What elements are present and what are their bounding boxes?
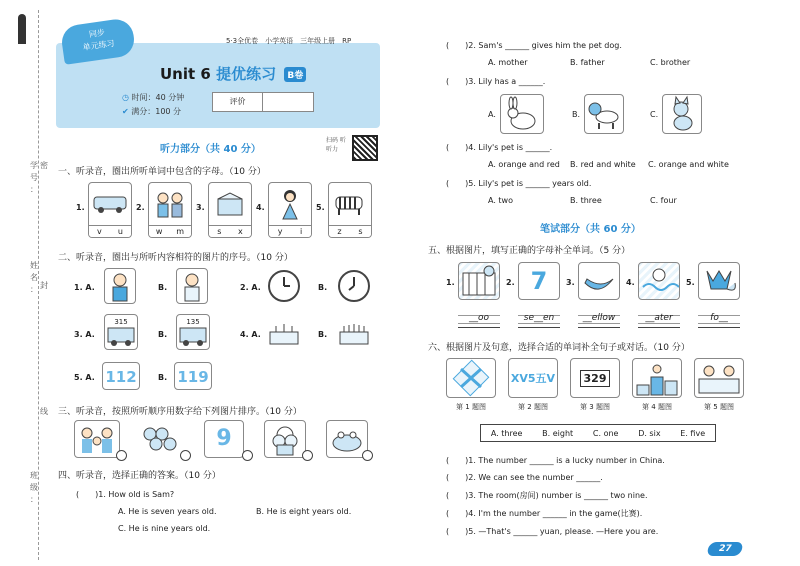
q5-number: 5. xyxy=(686,278,695,287)
page-number: 27 xyxy=(706,542,744,556)
van-icon xyxy=(92,193,128,215)
seven-picture: 7 xyxy=(518,262,560,300)
q6-caption: 第 5 题图 xyxy=(704,403,734,411)
q2-option-label: B. xyxy=(158,330,168,339)
q1-item-number: 1. xyxy=(76,203,85,212)
dog-picture[interactable] xyxy=(584,94,624,134)
answer-circle[interactable] xyxy=(302,450,313,461)
q6-sentence-3: ( )3. The room(房间) number is ______ two nine. xyxy=(446,491,648,500)
q2-picture-boy[interactable] xyxy=(104,268,136,304)
q5-number: 4. xyxy=(626,278,635,287)
q4-question-3: ( )3. Lily has a ______. xyxy=(446,77,546,86)
q5-number: 3. xyxy=(566,278,575,287)
q4-option[interactable]: A. orange and red xyxy=(488,160,560,169)
word-option[interactable]: E. five xyxy=(680,428,706,438)
q2-picture-boy[interactable] xyxy=(176,268,208,304)
letter-option[interactable]: s xyxy=(217,227,222,236)
version-badge: B卷 xyxy=(284,67,306,82)
grapes-icon xyxy=(136,420,182,458)
clock-icon[interactable] xyxy=(338,270,370,302)
q5-number: 1. xyxy=(446,278,455,287)
q6-caption: 第 2 题图 xyxy=(518,403,548,411)
q2-option-label: 4. A. xyxy=(240,330,261,339)
letter-option[interactable]: s xyxy=(358,227,363,236)
letter-option[interactable]: m xyxy=(176,227,185,236)
word-option[interactable]: C. one xyxy=(592,428,619,438)
letter-option[interactable]: i xyxy=(300,227,303,236)
q2-option-label: 2. A. xyxy=(240,283,261,292)
q4-option[interactable]: A. xyxy=(488,110,496,119)
score-info xyxy=(122,106,181,117)
banana-picture xyxy=(578,262,620,300)
title-accent: 提优练习 xyxy=(216,65,277,83)
banana-icon xyxy=(579,263,619,299)
q2-option-label: B. xyxy=(158,283,168,292)
eval-label: 评价 xyxy=(213,93,263,111)
box-icon xyxy=(212,191,248,217)
cake-icon xyxy=(336,316,372,350)
q1-item-number: 3. xyxy=(196,203,205,212)
q4-option[interactable]: B. red and white xyxy=(570,160,636,169)
shop-icon xyxy=(695,359,743,397)
q1-heading: 一、听录音，圈出所听单词中包含的字母。（10 分） xyxy=(58,167,266,177)
score-text: 满分：100 分 xyxy=(131,107,182,116)
binding-dashed-line xyxy=(38,10,39,560)
room-number: 329 xyxy=(580,370,611,387)
rocket-icon xyxy=(18,14,26,44)
water-icon xyxy=(639,263,679,299)
bus-number: 135 xyxy=(186,318,200,326)
q4-option[interactable]: A. two xyxy=(488,196,513,205)
cat-icon xyxy=(663,95,701,133)
margin-label: 班 xyxy=(30,471,38,480)
clock-icon: ◷ xyxy=(122,93,132,102)
q6-sentence-1: ( )1. The number ______ is a lucky number in China. xyxy=(446,456,665,465)
margin-label: ： xyxy=(30,495,38,504)
q1-picture xyxy=(328,182,372,238)
q1-letters xyxy=(89,225,131,237)
q2-option-label: B. xyxy=(158,373,168,382)
q1-letters xyxy=(149,225,191,237)
bus-icon xyxy=(105,326,137,348)
bus-icon xyxy=(177,326,209,348)
word-blank[interactable]: __oo xyxy=(458,312,500,328)
family-picture xyxy=(74,420,120,458)
q4-question-5: ( )5. Lily's pet is ______ years old. xyxy=(446,179,592,188)
letter-option[interactable]: v xyxy=(97,227,102,236)
zoo-picture xyxy=(458,262,500,300)
q6-picture-4 xyxy=(632,358,682,398)
q1-item-number: 2. xyxy=(136,203,145,212)
margin-label: 名 xyxy=(30,273,38,282)
q5-heading: 五、根据图片，填写正确的字母补全单词。（5 分） xyxy=(428,246,631,256)
margin-label: 学 xyxy=(30,161,38,170)
q1-picture xyxy=(268,182,312,238)
q2-option-label: B. xyxy=(318,283,328,292)
margin-label: 级 xyxy=(30,483,38,492)
page-title xyxy=(160,63,306,84)
q2-heading: 二、听录音，圈出与所听内容相符的图片的序号。（10 分） xyxy=(58,253,293,263)
check-icon: ✔ xyxy=(122,107,132,116)
q4-option[interactable]: C. four xyxy=(650,196,677,205)
q4-question-4: ( )4. Lily's pet is ______. xyxy=(446,143,553,152)
bus-picture[interactable] xyxy=(176,314,210,350)
q1-letters xyxy=(329,225,371,237)
girl-icon xyxy=(275,187,305,221)
answer-circle[interactable] xyxy=(116,450,127,461)
q6-caption: 第 4 题图 xyxy=(642,403,672,411)
q4-option[interactable]: C. He is nine years old. xyxy=(118,524,211,533)
q4-option[interactable]: B. three xyxy=(570,196,602,205)
q4-heading: 四、听录音，选择正确的答案。（10 分） xyxy=(58,471,221,481)
q6-sentence-5: ( )5. —That's ______ yuan, please. —Here you are. xyxy=(446,527,659,536)
q1-letters xyxy=(269,225,311,237)
number-card[interactable]: 112 xyxy=(102,362,140,390)
q6-sentence-4: ( )4. I'm the number ______ in the game(比赛). xyxy=(446,509,643,518)
margin-label: ： xyxy=(30,185,38,194)
q2-option-label: 3. A. xyxy=(74,330,95,339)
cake-picture[interactable] xyxy=(266,316,302,350)
dog-icon xyxy=(585,95,623,133)
answer-circle[interactable] xyxy=(362,450,373,461)
q1-item-number: 4. xyxy=(256,203,265,212)
q4-option[interactable]: B. xyxy=(572,110,581,119)
fruit-picture xyxy=(136,420,182,458)
letter-option[interactable]: w xyxy=(155,227,163,236)
q1-letters xyxy=(209,225,251,237)
q1-picture xyxy=(148,182,192,238)
number-card[interactable]: 119 xyxy=(174,362,212,390)
margin-label: 姓 xyxy=(30,261,38,270)
podium-icon xyxy=(633,359,681,397)
q4-option[interactable]: A. mother xyxy=(488,58,528,67)
flower-picture xyxy=(264,420,306,458)
knot-icon xyxy=(447,359,495,397)
fox-picture xyxy=(698,262,740,300)
letter-option[interactable]: x xyxy=(237,227,243,236)
q4-option[interactable]: B. He is eight years old. xyxy=(256,507,352,516)
margin-secret-label: 密 xyxy=(40,161,48,170)
q6-sentence-2: ( )2. We can see the number ______. xyxy=(446,473,603,482)
q1-item-number: 5. xyxy=(316,203,325,212)
q6-caption: 第 3 题图 xyxy=(580,403,610,411)
q4-option[interactable]: C. brother xyxy=(650,58,691,67)
q6-picture-2: ⅩⅤ5五Ⅴ xyxy=(508,358,558,398)
badge-line1: 同步 xyxy=(88,28,106,40)
answer-circle[interactable] xyxy=(180,450,191,461)
water-picture xyxy=(638,262,680,300)
zebra-icon xyxy=(332,191,368,217)
word-option[interactable]: A. three xyxy=(490,428,523,438)
word-blank[interactable]: __ellow xyxy=(578,312,620,328)
margin-line-label: 线 xyxy=(40,407,48,416)
q6-picture-5 xyxy=(694,358,744,398)
cat-picture[interactable] xyxy=(662,94,702,134)
q4-option[interactable]: B. father xyxy=(570,58,605,67)
q2-option-label: 1. A. xyxy=(74,283,95,292)
zoo-icon xyxy=(459,263,499,299)
eval-box xyxy=(212,92,314,112)
time-info xyxy=(122,92,184,103)
cake-icon xyxy=(327,421,367,457)
cake-icon xyxy=(266,316,302,350)
q2-option-label: 5. A. xyxy=(74,373,95,382)
word-options-box xyxy=(480,424,716,442)
q2-option-label: B. xyxy=(318,330,328,339)
qr-label: 扫码 听听力 xyxy=(326,137,346,153)
time-text: 时间：40 分钟 xyxy=(131,93,185,102)
fox-icon xyxy=(699,263,739,299)
word-option[interactable]: D. six xyxy=(638,428,661,438)
rabbit-icon xyxy=(501,95,543,133)
writing-title: 笔试部分（共 60 分） xyxy=(540,224,641,235)
eval-blank[interactable] xyxy=(263,93,313,111)
q1-picture xyxy=(208,182,252,238)
badge-line2: 单元练习 xyxy=(82,38,116,53)
bus-picture[interactable] xyxy=(104,314,138,350)
q6-picture-1 xyxy=(446,358,496,398)
word-blank[interactable]: fo__ xyxy=(698,312,740,328)
q4-option[interactable]: A. He is seven years old. xyxy=(118,507,217,516)
word-blank[interactable]: __ater xyxy=(638,312,680,328)
q3-heading: 三、听录音，按照所听顺序用数字给下列图片排序。（10 分） xyxy=(58,407,302,417)
q4-option[interactable]: C. xyxy=(650,110,659,119)
margin-label: 号 xyxy=(30,173,38,182)
two-boys-icon xyxy=(152,189,188,219)
rabbit-picture[interactable] xyxy=(500,94,544,134)
letter-option[interactable]: u xyxy=(117,227,123,236)
title-main: Unit 6 xyxy=(160,65,211,83)
margin-label: ： xyxy=(30,285,38,294)
bus-number: 315 xyxy=(114,318,128,326)
word-option[interactable]: B. eight xyxy=(542,428,574,438)
q1-picture xyxy=(88,182,132,238)
q4-question-1: ( )1. How old is Sam? xyxy=(76,490,175,499)
margin-seal-label: 封 xyxy=(40,281,48,290)
q6-caption: 第 1 题图 xyxy=(456,403,486,411)
listening-title: 听力部分（共 40 分） xyxy=(160,144,261,155)
q6-heading: 六、根据图片及句意，选择合适的单词补全句子或对话。（10 分） xyxy=(428,343,690,353)
word-blank[interactable]: se__en xyxy=(518,312,560,328)
letter-option[interactable]: y xyxy=(277,227,283,236)
answer-circle[interactable] xyxy=(242,450,253,461)
q6-picture-3 xyxy=(570,358,620,398)
letter-option[interactable]: z xyxy=(337,227,342,236)
number-nine-card: 9 xyxy=(204,420,244,458)
qr-code[interactable] xyxy=(352,135,378,161)
q4-option[interactable]: C. orange and white xyxy=(648,160,729,169)
book-series: 5·3全优卷 小学英语 三年级上册 RP xyxy=(226,37,352,45)
clock-icon[interactable] xyxy=(268,270,300,302)
flower-icon xyxy=(265,421,305,457)
q4-question-2: ( )2. Sam's ______ gives him the pet dog. xyxy=(446,41,622,50)
cake-picture[interactable] xyxy=(336,316,372,350)
q5-number: 2. xyxy=(506,278,515,287)
